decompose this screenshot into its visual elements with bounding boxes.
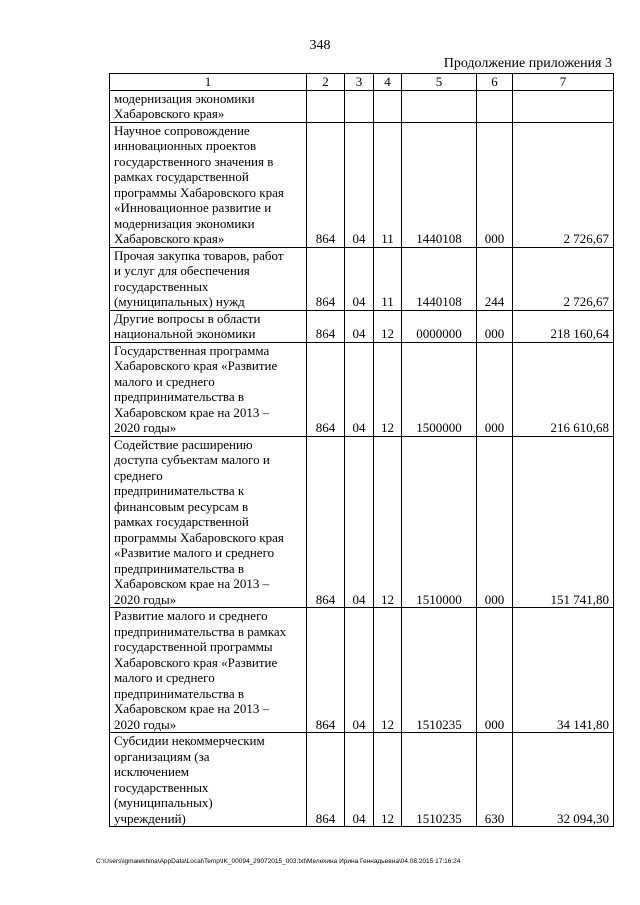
row-name: Развитие малого и среднего предпринимательства в рамках государственной программы Хабаровского края «Развитие малого и среднего предпринимательства в Хабаровском крае на 2013 – 2020 годы» [110, 608, 307, 733]
cell-col-2: 864 [307, 310, 345, 342]
cell-col-2 [307, 90, 345, 122]
cell-col-2: 864 [307, 608, 345, 733]
cell-col-2: 864 [307, 733, 345, 827]
header-col-4: 4 [374, 74, 402, 91]
header-col-3: 3 [345, 74, 374, 91]
cell-col-4: 12 [374, 733, 402, 827]
cell-col-5: 1440108 [402, 122, 477, 247]
cell-col-2: 864 [307, 436, 345, 608]
cell-col-7: 151 741,80 [513, 436, 614, 608]
cell-col-7: 32 094,30 [513, 733, 614, 827]
cell-col-5: 1510235 [402, 608, 477, 733]
cell-col-6 [477, 90, 513, 122]
header-col-1: 1 [110, 74, 307, 91]
cell-col-4: 12 [374, 342, 402, 436]
cell-col-5: 1510235 [402, 733, 477, 827]
continuation-caption: Продолжение приложения 3 [443, 56, 612, 71]
cell-col-7 [513, 90, 614, 122]
table-row [110, 733, 614, 827]
header-col-7: 7 [513, 74, 614, 91]
cell-col-7: 218 160,64 [513, 310, 614, 342]
cell-col-3: 04 [345, 608, 374, 733]
cell-col-5: 0000000 [402, 310, 477, 342]
cell-col-2: 864 [307, 342, 345, 436]
header-col-2: 2 [307, 74, 345, 91]
header-col-6: 6 [477, 74, 513, 91]
row-name: Научное сопровождение инновационных проектов государственного значения в рамках государственной программы Хабаровского края «Инновационное развитие и модернизация экономики Хабаровского края» [110, 122, 307, 247]
row-name: Субсидии некоммерческим организациям (за исключением государственных (муниципальных) учреждений) [110, 733, 307, 827]
cell-col-6: 000 [477, 310, 513, 342]
cell-col-6: 000 [477, 436, 513, 608]
cell-col-2: 864 [307, 122, 345, 247]
cell-col-3: 04 [345, 122, 374, 247]
cell-col-4: 12 [374, 608, 402, 733]
table-row [110, 247, 614, 310]
table-row [110, 310, 614, 342]
cell-col-2: 864 [307, 247, 345, 310]
cell-col-7: 34 141,80 [513, 608, 614, 733]
header-col-5: 5 [402, 74, 477, 91]
cell-col-7: 216 610,68 [513, 342, 614, 436]
cell-col-3: 04 [345, 310, 374, 342]
footer-file-path: C:\Users\igmalekhina\AppData\Local\Temp\IK_00094_29072015_003.txt\Мелехина Ирина Геннадьевна\04.08.2015 17:16:24 [96, 858, 461, 865]
table-row [110, 90, 614, 122]
cell-col-6: 244 [477, 247, 513, 310]
cell-col-6: 000 [477, 342, 513, 436]
row-name: Государственная программа Хабаровского края «Развитие малого и среднего предпринимательства в Хабаровском крае на 2013 – 2020 годы» [110, 342, 307, 436]
cell-col-6: 000 [477, 608, 513, 733]
cell-col-5 [402, 90, 477, 122]
cell-col-3: 04 [345, 733, 374, 827]
table-row [110, 608, 614, 733]
row-name: Содействие расширению доступа субъектам малого и среднего предпринимательства к финансовым ресурсам в рамках государственной программы Хабаровского края «Развитие малого и среднего предпринимательства в Хабаровском крае на 2013 – 2020 годы» [110, 436, 307, 608]
budget-table [109, 73, 614, 827]
row-name: Другие вопросы в области национальной экономики [110, 310, 307, 342]
row-name: Прочая закупка товаров, работ и услуг для обеспечения государственных (муниципальных) нужд [110, 247, 307, 310]
table-row [110, 122, 614, 247]
cell-col-3: 04 [345, 247, 374, 310]
table-row [110, 342, 614, 436]
table-row [110, 436, 614, 608]
cell-col-5: 1440108 [402, 247, 477, 310]
cell-col-4: 12 [374, 310, 402, 342]
row-name: модернизация экономики Хабаровского края» [110, 90, 307, 122]
cell-col-4: 11 [374, 122, 402, 247]
cell-col-4: 11 [374, 247, 402, 310]
cell-col-4: 12 [374, 436, 402, 608]
cell-col-7: 2 726,67 [513, 122, 614, 247]
cell-col-5: 1510000 [402, 436, 477, 608]
page-number: 348 [309, 38, 331, 53]
cell-col-3: 04 [345, 436, 374, 608]
cell-col-3: 04 [345, 342, 374, 436]
cell-col-6: 630 [477, 733, 513, 827]
cell-col-4 [374, 90, 402, 122]
cell-col-6: 000 [477, 122, 513, 247]
cell-col-7: 2 726,67 [513, 247, 614, 310]
cell-col-5: 1500000 [402, 342, 477, 436]
cell-col-3 [345, 90, 374, 122]
header-row [110, 74, 614, 91]
